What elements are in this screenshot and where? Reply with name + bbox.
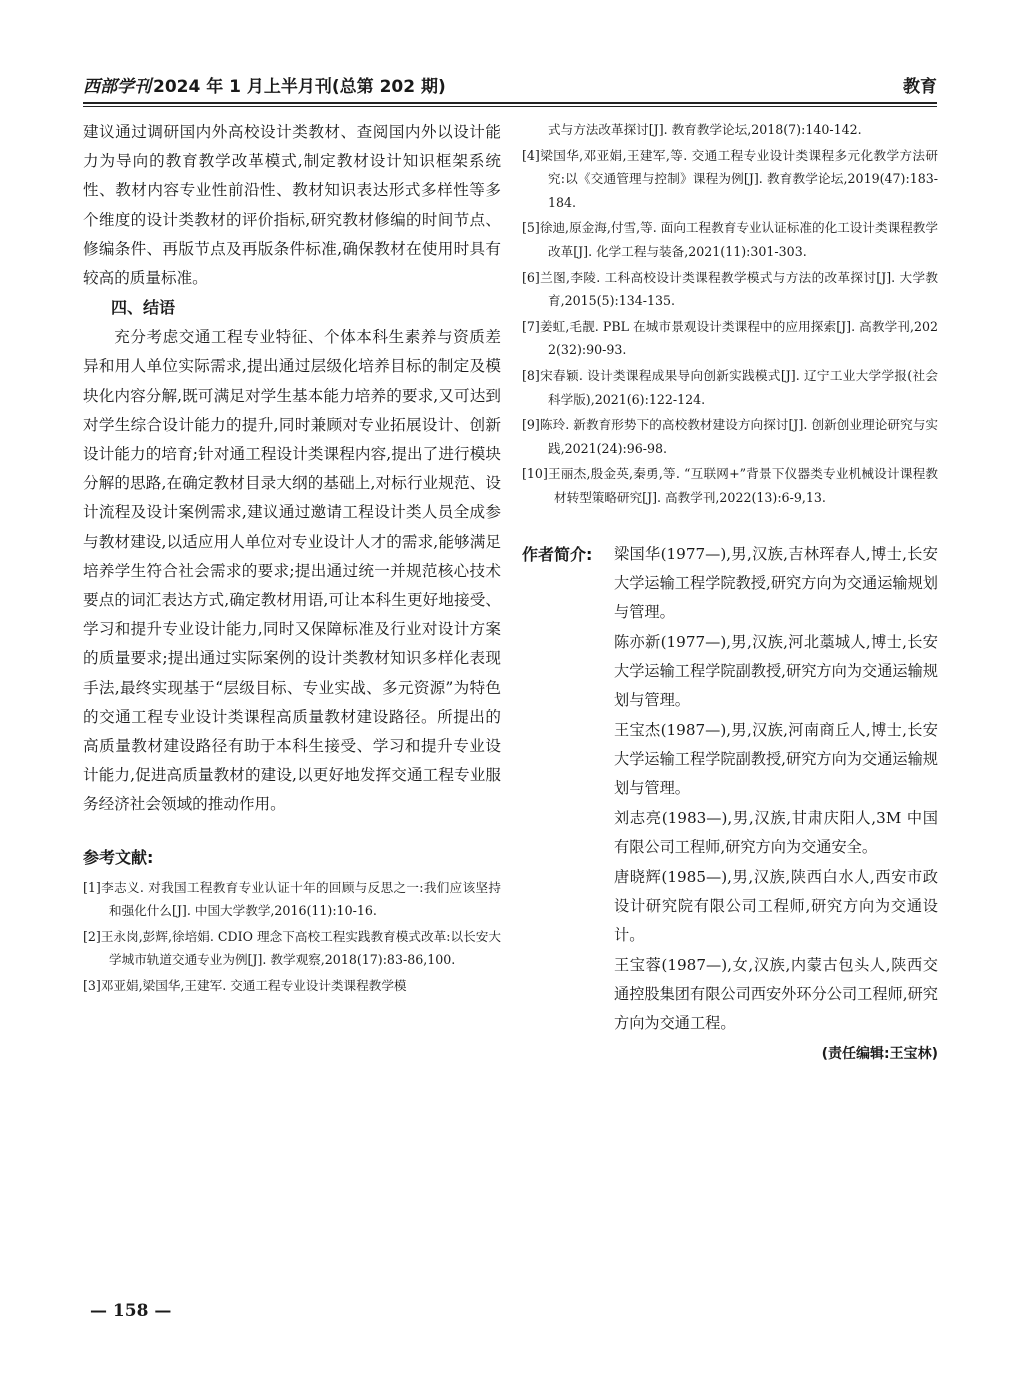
reference-item: [8]宋春颖. 设计类课程成果导向创新实践模式[J]. 辽宁工业大学学报(社会科学版),2021(6):122-124. (522, 367, 938, 407)
section-tag: 教育 (903, 77, 937, 97)
author-bio: 王宝蓉(1987—),女,汉族,内蒙古包头人,陕西交通控股集团有限公司西安外环分公司工程师,研究方向为交通工程。 (614, 955, 938, 1032)
issue-info: 2024 年 1 月上半月刊(总第 202 期) (153, 77, 446, 97)
references-heading: 参考文献: (83, 847, 154, 867)
author-bio: 陈亦新(1977—),男,汉族,河北藁城人,博士,长安大学运输工程学院副教授,研究方向为交通运输规划与管理。 (614, 632, 938, 709)
reference-item: [6]兰图,李陵. 工科高校设计类课程教学模式与方法的改革探讨[J]. 大学教育,2015(5):134-135. (522, 269, 938, 309)
reference-item: [4]梁国华,邓亚娟,王建军,等. 交通工程专业设计类课程多元化教学方法研究:以《交通管理与控制》课程为例[J]. 教育教学论坛,2019(47):183-184. (522, 147, 938, 210)
page-number: — 158 — (90, 1301, 172, 1321)
reference-item: 式与方法改革探讨[J]. 教育教学论坛,2018(7):140-142. (548, 122, 862, 137)
section-heading: 四、结语 (111, 298, 176, 318)
journal-logo: 西部学刊 (83, 77, 151, 97)
author-list (614, 540, 938, 1039)
reference-item: [3]邓亚娟,梁国华,王建军. 交通工程专业设计类课程教学模 (83, 978, 407, 994)
reference-item: [1]李志义. 对我国工程教育专业认证十年的回顾与反思之一:我们应该坚持和强化什么[J]. 中国大学教学,2016(11):10-16. (83, 879, 501, 919)
reference-item: [9]陈玲. 新教育形势下的高校教材建设方向探讨[J]. 创新创业理论研究与实践,2021(24):96-98. (522, 417, 938, 456)
author-bio-block (522, 540, 938, 1039)
header-rule-thin (83, 106, 937, 107)
author-bio-label: 作者简介: (522, 544, 593, 564)
reference-item: [7]姜虹,毛靓. PBL 在城市景观设计类课程中的应用探索[J]. 高教学刊,2022(32):90-93. (522, 318, 938, 358)
running-header (83, 72, 937, 98)
header-rule (83, 102, 937, 104)
author-bio: 刘志亮(1983—),男,汉族,甘肃庆阳人,3M 中国有限公司工程师,研究方向为交通安全。 (614, 808, 938, 856)
author-bio: 唐晓辉(1985—),男,汉族,陕西白水人,西安市政设计研究院有限公司工程师,研究方向为交通设计。 (614, 867, 938, 944)
intro-paragraph: 建议通过调研国内外高校设计类教材、查阅国内外以设计能力为导向的教育教学改革模式,制定教材设计知识框架系统性、教材内容专业性前沿性、教材知识表达形式多样性等多个维度的设计类教材的评价指标,研究教材修编的时间节点、修编条件、再版节点及再版条件标准,确保教材在使用时具有较高的质量标准。 (83, 123, 501, 288)
reference-item: [5]徐迪,原金海,付雪,等. 面向工程教育专业认证标准的化工设计类课程教学改革[J]. 化学工程与装备,2021(11):301-303. (522, 220, 938, 259)
left-column (83, 118, 501, 1000)
author-bio: 梁国华(1977—),男,汉族,吉林珲春人,博士,长安大学运输工程学院教授,研究方向为交通运输规划与管理。 (614, 544, 938, 621)
author-bio: 王宝杰(1987—),男,汉族,河南商丘人,博士,长安大学运输工程学院副教授,研究方向为交通运输规划与管理。 (614, 720, 938, 797)
conclusion-paragraph: 充分考虑交通工程专业特征、个体本科生素养与资质差异和用人单位实际需求,提出通过层级化培养目标的制定及模块化内容分解,既可满足对学生基本能力培养的要求,又可达到对学生综合设计能力的提升,同时兼顾对专业拓展设计、创新设计能力的培育;针对通工程设计类课程内容,提出了进行模块分解的思路,在确定教材目录大纲的基础上,对标行业规范、设计流程及设计案例需求,建议通过邀请工程设计类人员全成参与教材建设,以适应用人单位对专业设计人才的需求,能够满足培养学生符合社会需求的要求;提出通过统一并规范核心技术要点的词汇表达方式,确定教材用语,可让本科生更好地接受、学习和提升专业设计能力,同时又保障标准及行业对设计方案的质量要求;提出通过实际案例的设计类教材知识多样化表现手法,最终实现基于“层级目标、专业实战、多元资源”为特色的交通工程专业设计类课程高质量教材建设路径。所提出的高质量教材建设路径有助于本科生接受、学习和提升专业设计能力,促进高质量教材的建设,以更好地发挥交通工程专业服务经济社会领域的推动作用。 (83, 328, 501, 814)
right-column (522, 118, 938, 1063)
journal-issue (83, 72, 446, 97)
reference-item: [10]王丽杰,殷金英,秦勇,等. “互联网+”背景下仪器类专业机械设计课程教材转型策略研究[J]. 高教学刊,2022(13):6-9,13. (522, 466, 938, 505)
responsible-editor: (责任编辑:王宝林) (821, 1045, 938, 1062)
reference-item: [2]王永岗,彭辉,徐培娟. CDIO 理念下高校工程实践教育模式改革:以长安大学城市轨道交通专业为例[J]. 教学观察,2018(17):83-86,100. (83, 928, 501, 968)
